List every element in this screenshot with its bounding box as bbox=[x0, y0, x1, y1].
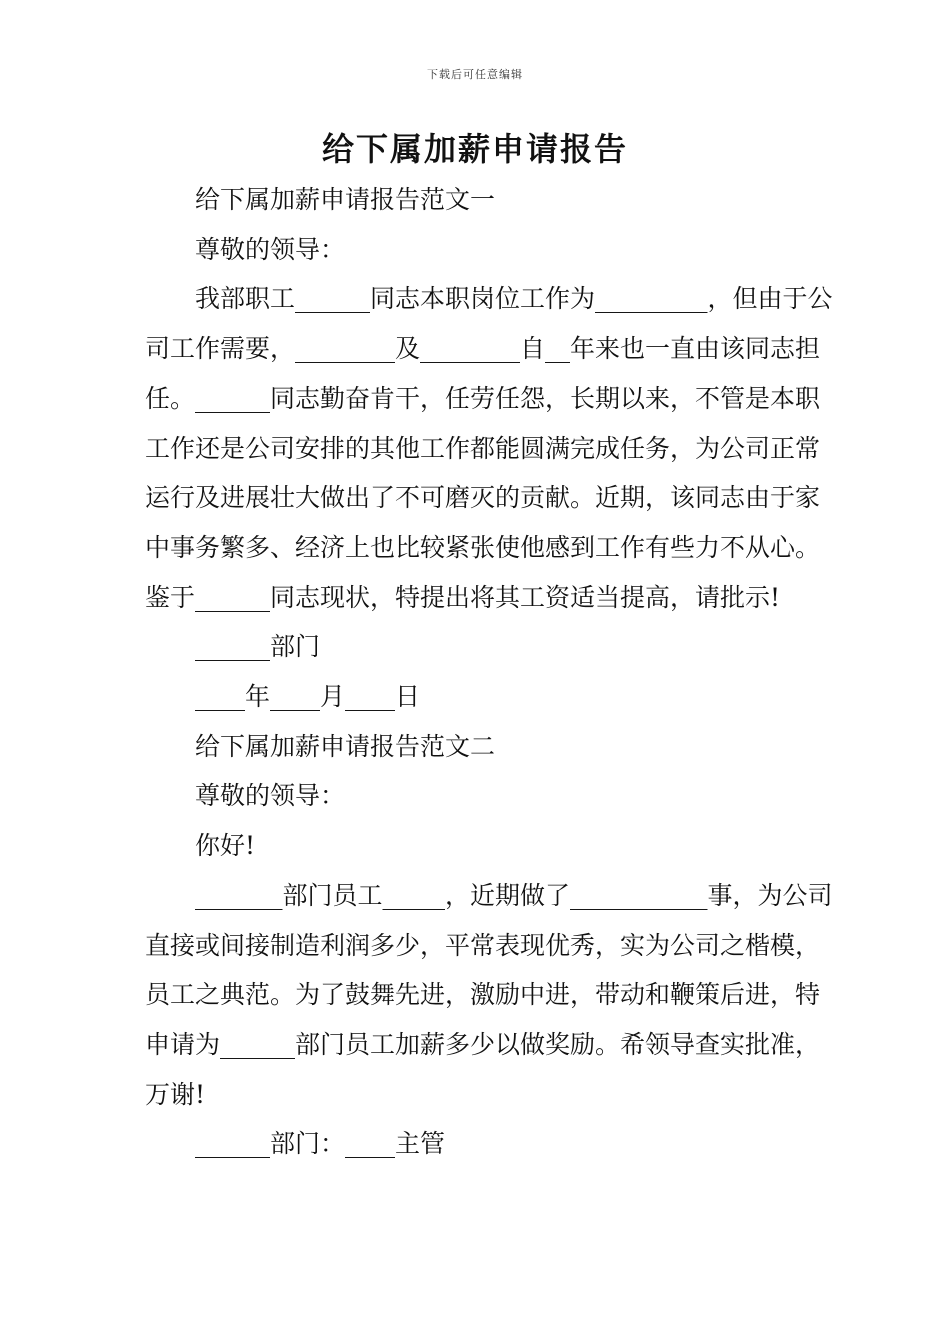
body-paragraph-1: 我部职工______同志本职岗位工作为_________，但由于公司工作需要，________及________自__年来也一直由该同志担任。______同志勤奋肯干，任劳任怨，长期以来，不管是本职工作还是公司安排的其他工作都能圆满完成任务，为公司正常运行及进展壮大做出了不可磨灭的贡献。近期，该同志由于家中事务繁多、经济上也比较紧张使他感到工作有些力不从心。鉴于______同志现状，特提出将其工资适当提高，请批示! bbox=[145, 284, 833, 612]
body-paragraph-2: _______部门员工_____，近期做了___________事，为公司直接或间接制造利润多少，平常表现优秀，实为公司之楷模，员工之典范。为了鼓舞先进，激励中进，带动和鞭策后进，特申请为______部门员工加薪多少以做奖励。希领导查实批准，万谢! bbox=[145, 880, 833, 1109]
department-signature-1: ______部门 bbox=[195, 632, 321, 662]
header-note: 下载后可任意编辑 bbox=[427, 68, 523, 81]
date-line-1: ____年____月____日 bbox=[195, 682, 421, 712]
greeting: 你好! bbox=[195, 831, 256, 861]
salutation-2: 尊敬的领导： bbox=[195, 781, 346, 811]
document-title: 给下属加薪申请报告 bbox=[321, 130, 628, 168]
section-heading-2: 给下属加薪申请报告范文二 bbox=[195, 731, 496, 761]
department-signature-2: ______部门：____主管 bbox=[195, 1129, 446, 1159]
salutation-1: 尊敬的领导： bbox=[195, 234, 346, 264]
section-heading-1: 给下属加薪申请报告范文一 bbox=[195, 185, 496, 214]
document-body bbox=[145, 175, 835, 1169]
